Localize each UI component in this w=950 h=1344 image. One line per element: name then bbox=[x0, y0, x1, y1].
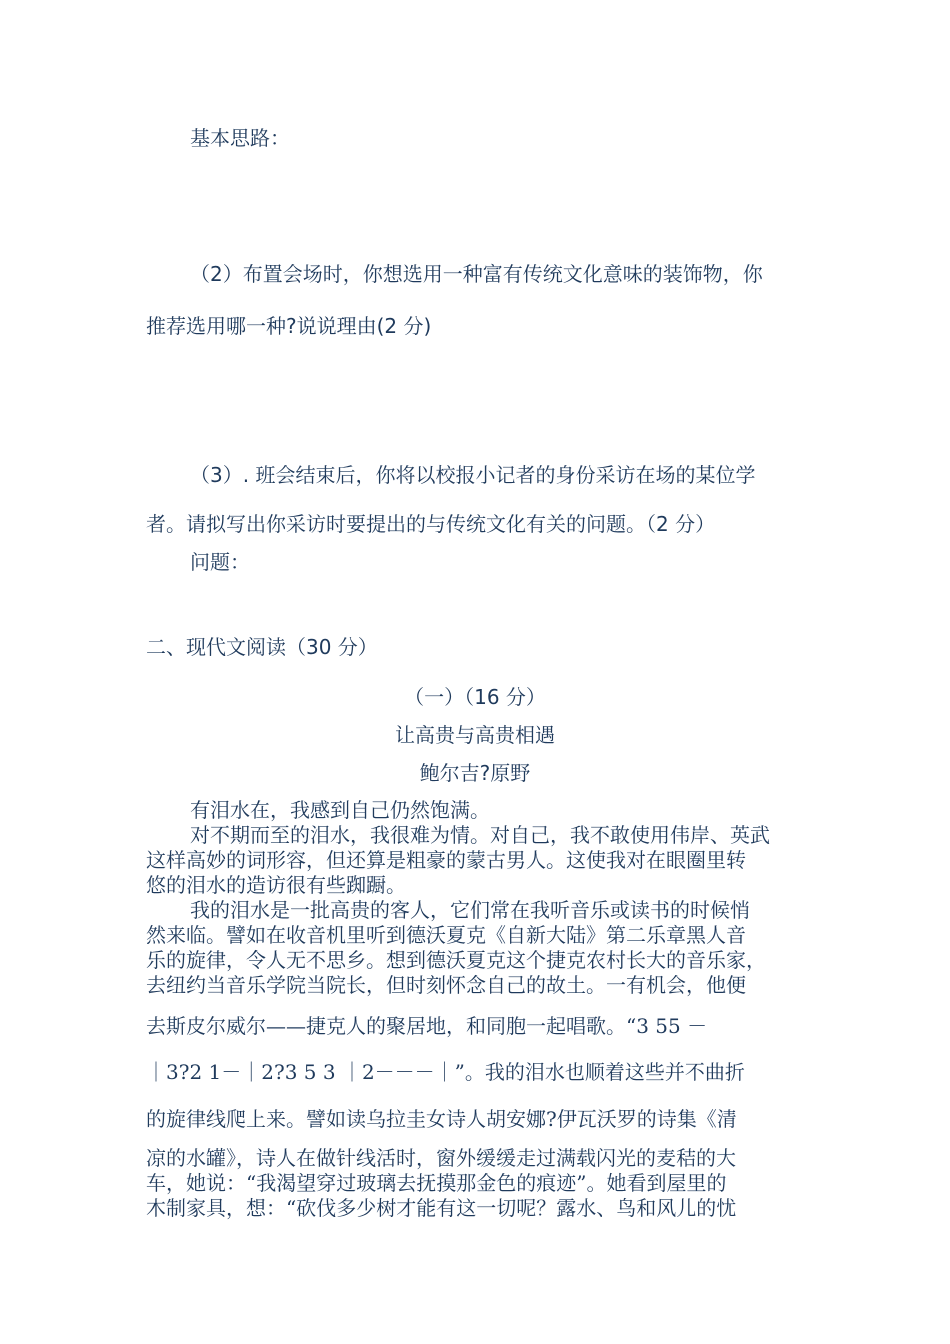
passage-line: 凉的水罐》，诗人在做针线活时，窗外缓缓走过满载闪光的麦秸的大 bbox=[146, 1146, 736, 1170]
passage-title: 让高贵与高贵相遇 bbox=[395, 723, 555, 747]
question-2-line-2: 推荐选用哪一种?说说理由(2 分) bbox=[146, 314, 432, 338]
basic-approach-label: 基本思路： bbox=[190, 126, 290, 150]
passage-line: 车，她说：“我渴望穿过玻璃去抚摸那金色的痕迹”。她看到屋里的 bbox=[146, 1171, 727, 1195]
passage-line: 去斯皮尔威尔——捷克人的聚居地，和同胞一起唱歌。“3 55 － bbox=[146, 1014, 708, 1038]
passage-line: 我的泪水是一批高贵的客人，它们常在我听音乐或读书的时候悄 bbox=[190, 898, 750, 922]
question-3-answer-label: 问题： bbox=[190, 550, 250, 574]
passage-line: 这样高妙的词形容，但还算是粗豪的蒙古男人。这使我对在眼圈里转 bbox=[146, 848, 746, 872]
passage-line: 的旋律线爬上来。譬如读乌拉圭女诗人胡安娜?伊瓦沃罗的诗集《清 bbox=[146, 1107, 737, 1131]
passage-line: 有泪水在，我感到自己仍然饱满。 bbox=[190, 798, 490, 822]
passage-author: 鲍尔吉?原野 bbox=[419, 761, 531, 785]
question-2-line-1: （2）布置会场时，你想选用一种富有传统文化意味的装饰物，你 bbox=[190, 262, 763, 286]
passage-line: 去纽约当音乐学院当院长，但时刻怀念自己的故土。一有机会，他便 bbox=[146, 973, 746, 997]
passage-line: 对不期而至的泪水，我很难为情。对自己，我不敢使用伟岸、英武 bbox=[190, 823, 770, 847]
passage-line: 悠的泪水的造访很有些踟蹰。 bbox=[146, 873, 406, 897]
passage-line: 乐的旋律，令人无不思乡。想到德沃夏克这个捷克农村长大的音乐家， bbox=[146, 948, 766, 972]
reading-part-label: （一）（16 分） bbox=[404, 685, 546, 709]
passage-line: 然来临。譬如在收音机里听到德沃夏克《自新大陆》第二乐章黑人音 bbox=[146, 923, 746, 947]
question-3-line-2: 者。请拟写出你采访时要提出的与传统文化有关的问题。（2 分） bbox=[146, 512, 716, 536]
passage-line: ｜3?2 1－｜2?3 5 3 ｜2－－－｜”。我的泪水也顺着这些并不曲折 bbox=[146, 1060, 745, 1084]
passage-line: 木制家具，想：“砍伐多少树才能有这一切呢？露水、鸟和风儿的忧 bbox=[146, 1196, 737, 1220]
section-heading: 二、现代文阅读（30 分） bbox=[146, 635, 378, 659]
question-3-line-1: （3）. 班会结束后，你将以校报小记者的身份采访在场的某位学 bbox=[190, 463, 756, 487]
